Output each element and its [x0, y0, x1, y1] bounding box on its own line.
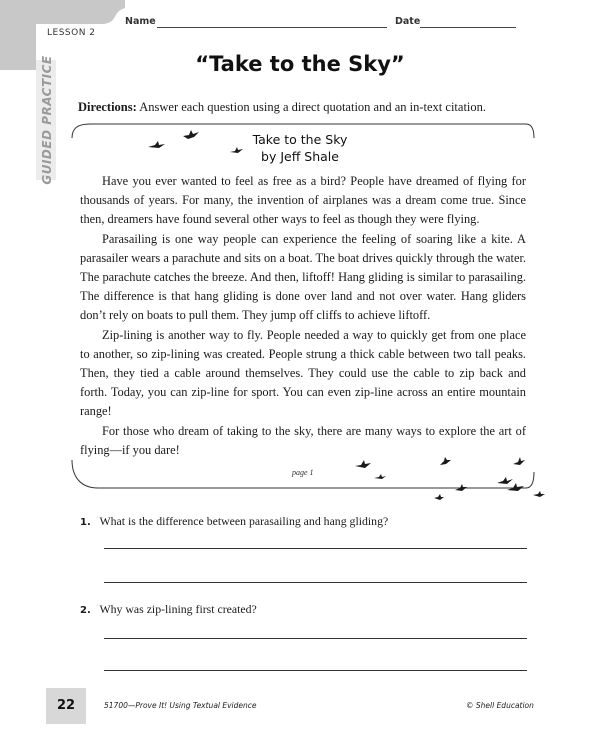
answer-line[interactable]: [104, 582, 527, 583]
passage-paragraph: Zip-lining is another way to fly. People needed a way to quickly get from one place to another, so zip-lining was created. People strung a thick cable between two tall peaks. Then, they tied a cable around themselves. They could use the cable to zip back and forth. Today, you can zip-line for sport. You can even zip-line across an entire mountain range!: [80, 327, 526, 419]
passage-paragraph: Have you ever wanted to feel as free as a bird? People have dreamed of flying for thousands of years. For many, the invention of airplanes was a dream come true. Since then, dreamers have found several other ways to feel as though they were flying.: [80, 174, 526, 227]
passage-paragraph: For those who dream of taking to the sky, there are many ways to explore the art of flying—if you dare!: [80, 423, 526, 457]
page-number: 22: [56, 698, 76, 713]
answer-line[interactable]: [104, 670, 527, 671]
directions-label: Directions:: [78, 100, 137, 114]
date-label: Date: [395, 16, 421, 27]
name-field-line[interactable]: [157, 27, 387, 28]
answer-line[interactable]: [104, 548, 527, 549]
question-1: [80, 514, 388, 529]
publisher: © Shell Education: [466, 701, 534, 710]
date-field-line[interactable]: [420, 27, 516, 28]
side-label: GUIDED PRACTICE: [40, 55, 54, 185]
bird-icon: [434, 494, 444, 500]
lesson-label: LESSON 2: [47, 28, 96, 38]
directions: [78, 100, 486, 115]
passage-paragraph: Parasailing is one way people can experience the feeling of soaring like a kite. A parasailer wears a parachute and sits on a boat. The boat drives quickly through the water. The parachute catches the breeze. And then, liftoff! Hang gliding is similar to parasailing. The difference is that hang gliding is done over land and not over water. Hang gliders don’t rely on boats to pull them. They jump off cliffs to achieve liftoff.: [80, 231, 526, 323]
passage-page-label: page 1: [292, 468, 314, 477]
answer-line[interactable]: [104, 638, 527, 639]
passage-title: Take to the Sky: [252, 132, 348, 147]
question-2: [80, 602, 257, 617]
name-label: Name: [125, 16, 156, 27]
question-number: 2.: [80, 605, 91, 616]
passage-byline: by Jeff Shale: [261, 149, 339, 164]
directions-text: Answer each question using a direct quotation and an in-text citation.: [139, 100, 487, 114]
page-title: “Take to the Sky”: [195, 52, 405, 76]
question-text: Why was zip-lining first created?: [99, 602, 257, 616]
passage-body: [80, 172, 526, 460]
question-text: What is the difference between parasailing and hang gliding?: [99, 514, 389, 528]
question-number: 1.: [80, 517, 91, 528]
product-code: 51700—Prove It! Using Textual Evidence: [104, 701, 257, 710]
